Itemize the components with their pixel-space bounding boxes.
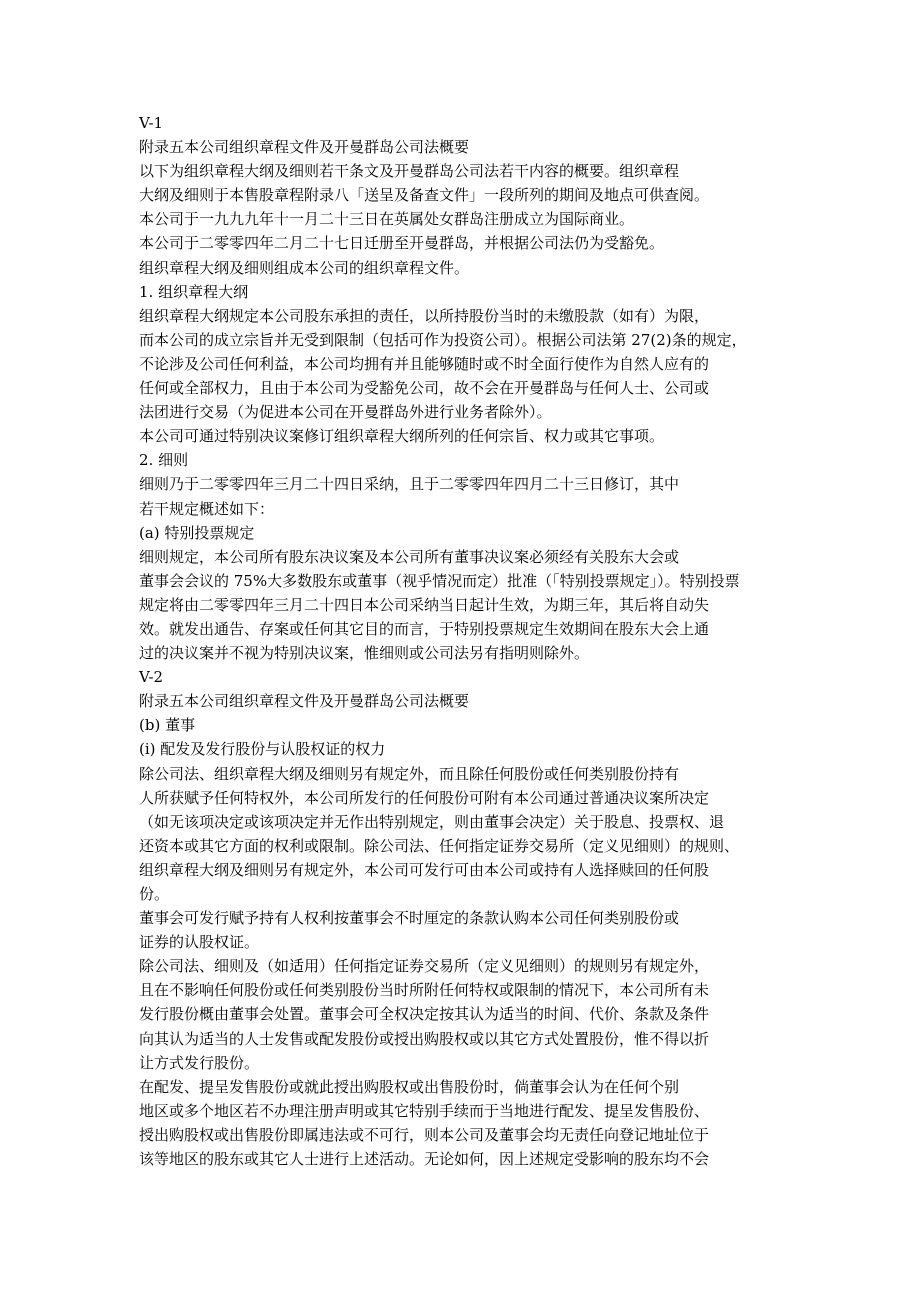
text-line: 法团进行交易（为促进本公司在开曼群岛外进行业务者除外）。 <box>139 403 552 422</box>
text-line: 规定将由二零零四年三月二十四日本公司采纳当日起计生效，为期三年，其后将自动失 <box>139 595 710 614</box>
text-line: 董事会会议的 75%大多数股东或董事（视乎情况而定）批准（「特别投票规定」）。特别投票 <box>139 571 740 590</box>
text-line: (b) 董事 <box>139 716 196 735</box>
text-line: 若干规定概述如下： <box>139 499 275 518</box>
text-line: 证券的认股权证。 <box>139 933 260 952</box>
text-line: 2. 细则 <box>139 451 189 470</box>
text-line: 地区或多个地区若不办理注册声明或其它特别手续而于当地进行配发、提呈发售股份、 <box>139 1101 710 1120</box>
text-line: 效。就发出通告、存案或任何其它目的而言，于特别投票规定生效期间在股东大会上通 <box>139 619 710 638</box>
text-line: V-1 <box>139 114 164 132</box>
text-line: 以下为组织章程大纲及细则若干条文及开曼群岛公司法若干内容的概要。组织章程 <box>139 162 680 181</box>
text-line: 本公司可通过特别决议案修订组织章程大纲所列的任何宗旨、权力或其它事项。 <box>139 427 665 446</box>
text-line: 还资本或其它方面的权利或限制。除公司法、任何指定证券交易所（定义见细则）的规则、 <box>139 836 740 855</box>
text-line: 向其认为适当的人士发售或配发股份或授出购股权或以其它方式处置股份，惟不得以折 <box>139 1029 710 1048</box>
text-line: 份。 <box>139 885 170 903</box>
text-line: 本公司于二零零四年二月二十七日迁册至开曼群岛，并根据公司法仍为受豁免。 <box>139 234 665 253</box>
text-line: 不论涉及公司任何利益，本公司均拥有并且能够随时或不时全面行使作为自然人应有的 <box>139 354 710 373</box>
text-line: (i) 配发及发行股份与认股权证的权力 <box>139 740 386 759</box>
text-line: 组织章程大纲规定本公司股东承担的责任，以所持股份当时的未缴股款（如有）为限， <box>139 306 710 325</box>
document-body <box>139 111 799 1171</box>
text-line: 本公司于一九九九年十一月二十三日在英属处女群岛注册成立为国际商业。 <box>139 210 635 229</box>
text-line: 细则规定，本公司所有股东决议案及本公司所有董事决议案必须经有关股东大会或 <box>139 547 680 566</box>
text-line: 除公司法、组织章程大纲及细则另有规定外，而且除任何股份或任何类别股份持有 <box>139 764 680 783</box>
text-line: 组织章程大纲及细则另有规定外，本公司可发行可由本公司或持有人选择赎回的任何股 <box>139 860 710 879</box>
text-line: 董事会可发行赋予持有人权利按董事会不时厘定的条款认购本公司任何类别股份或 <box>139 909 680 928</box>
text-line: 且在不影响任何股份或任何类别股份当时所附任何特权或限制的情况下，本公司所有未 <box>139 981 710 1000</box>
text-line: 发行股份概由董事会处置。董事会可全权决定按其认为适当的时间、代价、条款及条件 <box>139 1005 710 1024</box>
text-line: 过的决议案并不视为特别决议案，惟细则或公司法另有指明则除外。 <box>139 644 590 663</box>
text-line: (a) 特别投票规定 <box>139 523 255 542</box>
text-line: 组织章程大纲及细则组成本公司的组织章程文件。 <box>139 258 470 277</box>
text-line: 除公司法、细则及（如适用）任何指定证券交易所（定义见细则）的规则另有规定外， <box>139 957 710 976</box>
text-line: 让方式发行股份。 <box>139 1053 260 1072</box>
text-line: 在配发、提呈发售股份或就此授出购股权或出售股份时，倘董事会认为在任何个别 <box>139 1077 680 1096</box>
text-line: 附录五本公司组织章程文件及开曼群岛公司法概要 <box>139 692 470 711</box>
text-line: 1. 组织章程大纲 <box>139 282 249 301</box>
text-line: 而本公司的成立宗旨并无受到限制（包括可作为投资公司）。根据公司法第 27(2)条的规定， <box>139 330 747 349</box>
text-line: 任何或全部权力，且由于本公司为受豁免公司，故不会在开曼群岛与任何人士、公司或 <box>139 379 710 398</box>
text-line: 该等地区的股东或其它人士进行上述活动。无论如何，因上述规定受影响的股东均不会 <box>139 1150 710 1169</box>
text-line: V-2 <box>139 668 164 687</box>
text-line: 授出购股权或出售股份即属违法或不可行，则本公司及董事会均无责任向登记地址位于 <box>139 1125 710 1144</box>
text-line: 人所获赋予任何特权外，本公司所发行的任何股份可附有本公司通过普通决议案所决定 <box>139 788 710 807</box>
text-line: 附录五本公司组织章程文件及开曼群岛公司法概要 <box>139 138 470 157</box>
text-line: 细则乃于二零零四年三月二十四日采纳，且于二零零四年四月二十三日修订，其中 <box>139 475 680 494</box>
text-line: （如无该项决定或该项决定并无作出特别规定，则由董事会决定）关于股息、投票权、退 <box>139 812 725 831</box>
text-line: 大纲及细则于本售股章程附录八「送呈及备查文件」一段所列的期间及地点可供查阅。 <box>139 186 710 205</box>
